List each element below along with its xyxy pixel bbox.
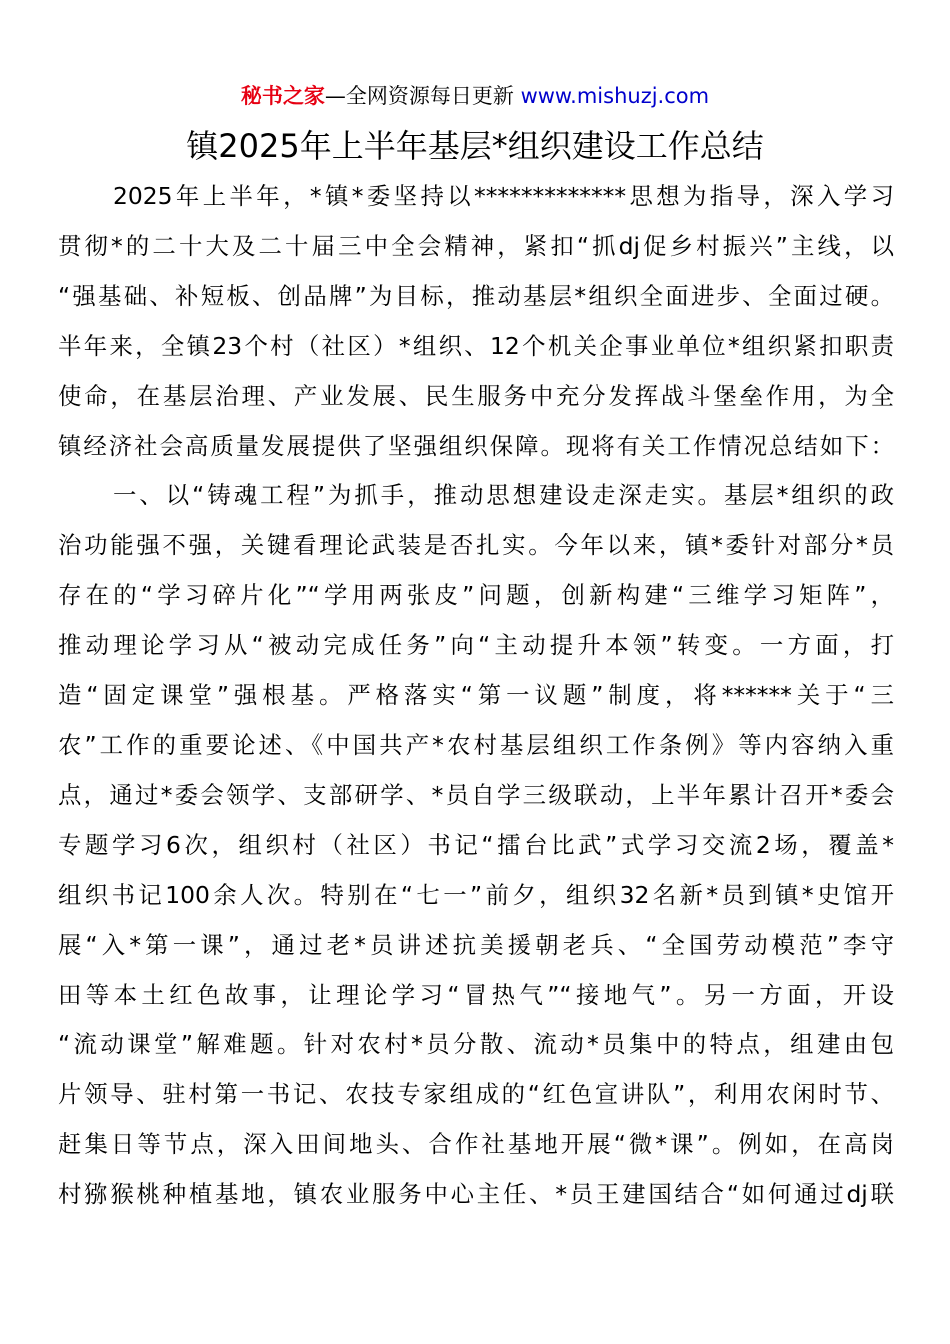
body-line: 镇经济社会高质量发展提供了坚强组织保障。现将有关工作情况总结如下： bbox=[58, 431, 894, 460]
body-line: 田等本土红色故事，让理论学习“冒热气”“接地气”。另一方面，开设 bbox=[58, 980, 894, 1009]
body-line: 片领导、驻村第一书记、农技专家组成的“红色宣讲队”，利用农闲时节、 bbox=[58, 1080, 894, 1109]
body-line: 展“入*第一课”，通过老*员讲述抗美援朝老兵、“全国劳动模范”李守 bbox=[58, 930, 894, 959]
site-brand: 秘书之家 bbox=[240, 84, 325, 108]
body-line: “强基础、补短板、创品牌”为目标，推动基层*组织全面进步、全面过硬。 bbox=[58, 281, 894, 310]
body-line: 存在的“学习碎片化”“学用两张皮”问题，创新构建“三维学习矩阵”， bbox=[58, 581, 894, 610]
section-heading-line: 一、以“铸魂工程”为抓手，推动思想建设走深走实。基层*组织的政 bbox=[113, 481, 894, 510]
body-line: 农”工作的重要论述、《中国共产*农村基层组织工作条例》等内容纳入重 bbox=[58, 730, 894, 759]
body-line: 专题学习6次，组织村（社区）书记“擂台比武”式学习交流2场，覆盖* bbox=[58, 830, 894, 859]
document-title: 镇2025年上半年基层*组织建设工作总结 bbox=[186, 127, 764, 165]
body-line: “流动课堂”解难题。针对农村*员分散、流动*员集中的特点，组建由包 bbox=[58, 1030, 894, 1059]
site-header bbox=[0, 80, 950, 112]
body-line: 赶集日等节点，深入田间地头、合作社基地开展“微*课”。例如，在高岗 bbox=[58, 1130, 894, 1159]
body-line: 治功能强不强，关键看理论武装是否扎实。今年以来，镇*委针对部分*员 bbox=[58, 531, 894, 560]
body-line: 半年来，全镇23个村（社区）*组织、12个机关企事业单位*组织紧扣职责 bbox=[58, 331, 894, 360]
body-line: 点，通过*委会领学、支部研学、*员自学三级联动，上半年累计召开*委会 bbox=[58, 780, 894, 809]
body-line: 推动理论学习从“被动完成任务”向“主动提升本领”转变。一方面，打 bbox=[58, 631, 894, 660]
document-body bbox=[58, 172, 894, 1220]
site-url-link[interactable]: www.mishuzj.com bbox=[520, 84, 710, 108]
body-line: 2025年上半年，*镇*委坚持以*************思想为指导，深入学习 bbox=[113, 182, 894, 210]
body-line: 组织书记100余人次。特别在“七一”前夕，组织32名新*员到镇*史馆开 bbox=[58, 880, 894, 909]
body-line: 使命，在基层治理、产业发展、民生服务中充分发挥战斗堡垒作用，为全 bbox=[58, 381, 894, 410]
body-line: 贯彻*的二十大及二十届三中全会精神，紧扣“抓dj促乡村振兴”主线，以 bbox=[58, 231, 894, 260]
body-line: 村猕猴桃种植基地，镇农业服务中心主任、*员王建国结合“如何通过dj联 bbox=[58, 1180, 894, 1209]
site-tagline: —全网资源每日更新 bbox=[324, 84, 521, 108]
body-line: 造“固定课堂”强根基。严格落实“第一议题”制度，将******关于“三 bbox=[58, 681, 894, 710]
